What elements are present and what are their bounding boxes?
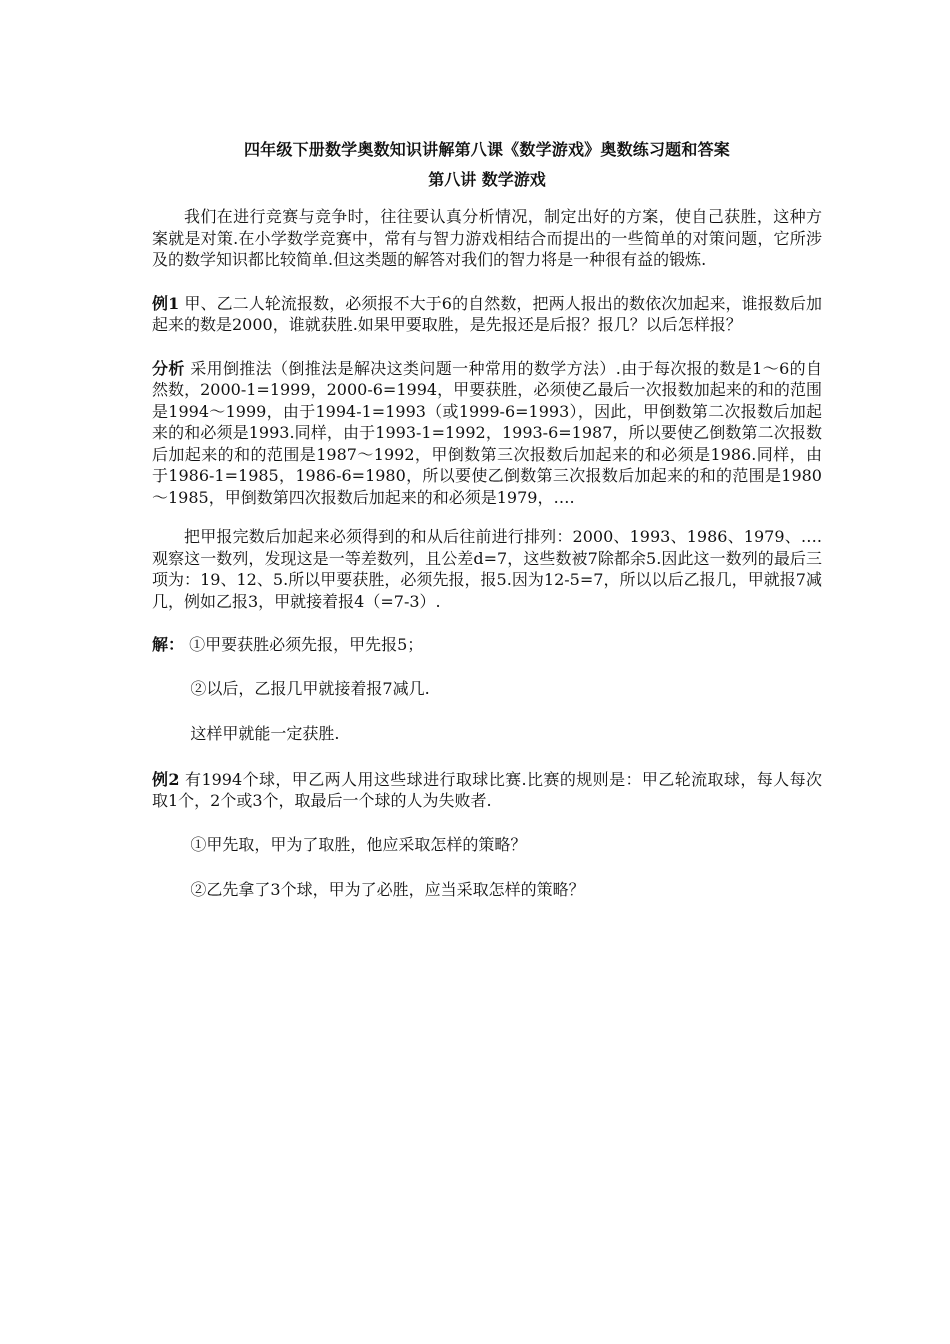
analysis-continued: 把甲报完数后加起来必须得到的和从后往前进行排列：2000、1993、1986、1979、….观察这一数列，发现这是一等差数列，且公差d=7，这些数被7除都余5.因此这一数列的最后三项为：19、12、5.所以甲要获胜，必须先报，报5.因为12-5=7，所以以后乙报几，甲就报7减几，例如乙报3，甲就接着报4（=7-3）. (152, 527, 822, 611)
intro-paragraph: 我们在进行竞赛与竞争时，往往要认真分析情况，制定出好的方案，使自己获胜，这种方案就是对策.在小学数学竞赛中，常有与智力游戏相结合而提出的一些简单的对策问题，它所涉及的数学知识都比较简单.但这类题的解答对我们的智力将是一种很有益的锻炼. (152, 207, 822, 269)
solution-step-2: ②以后，乙报几甲就接着报7减几. (190, 678, 430, 698)
solution-label: 解： (152, 635, 185, 654)
example-1-text: 甲、乙二人轮流报数，必须报不大于6的自然数，把两人报出的数依次加起来，谁报数后加起来的数是2000，谁就获胜.如果甲要取胜，是先报还是后报？报几？以后怎样报？ (152, 293, 822, 334)
analysis-text: 采用倒推法（倒推法是解决这类问题一种常用的数学方法）.由于每次报的数是1～6的自然数，2000-1=1999，2000-6=1994，甲要获胜，必须使乙最后一次报数加起来的和的范围是1994～1999，由于1994-1=1993（或1999-6=1993），因此，甲倒数第二次报数后加起来的和必须是1993.同样，由于1993-1=1992，1993-6=1987，所以要使乙倒数第二次报数后加起来的和的范围是1987～1992，甲倒数第三次报数后加起来的和必须是1986.同样，由于1986-1=1985，1986-6=1980，所以要使乙倒数第三次报数后加起来的和的范围是1980～1985，甲倒数第四次报数后加起来的和必须是1979，…. (152, 358, 822, 507)
solution-step-1-text: ①甲要获胜必须先报，甲先报5； (184, 635, 424, 654)
document-page (152, 138, 822, 925)
example-2-question-1: ①甲先取，甲为了取胜，他应采取怎样的策略？ (190, 834, 527, 854)
solution-step-1 (152, 634, 822, 656)
analysis-label: 分析 (152, 358, 185, 378)
document-title: 四年级下册数学奥数知识讲解第八课《数学游戏》奥数练习题和答案 (243, 140, 730, 159)
example-1-label: 例1 (152, 293, 180, 313)
example-2-text: 有1994个球，甲乙两人用这些球进行取球比赛.比赛的规则是：甲乙轮流取球，每人每次取1个，2个或3个，取最后一个球的人为失败者. (152, 769, 822, 810)
analysis (152, 358, 822, 509)
example-2-label: 例2 (152, 769, 180, 789)
example-1 (152, 293, 822, 336)
example-2-question-2: ②乙先拿了3个球，甲为了必胜，应当采取怎样的策略？ (190, 880, 585, 899)
solution-conclusion: 这样甲就能一定获胜. (190, 724, 340, 743)
example-2 (152, 769, 822, 812)
lesson-title: 第八讲 数学游戏 (428, 170, 546, 189)
